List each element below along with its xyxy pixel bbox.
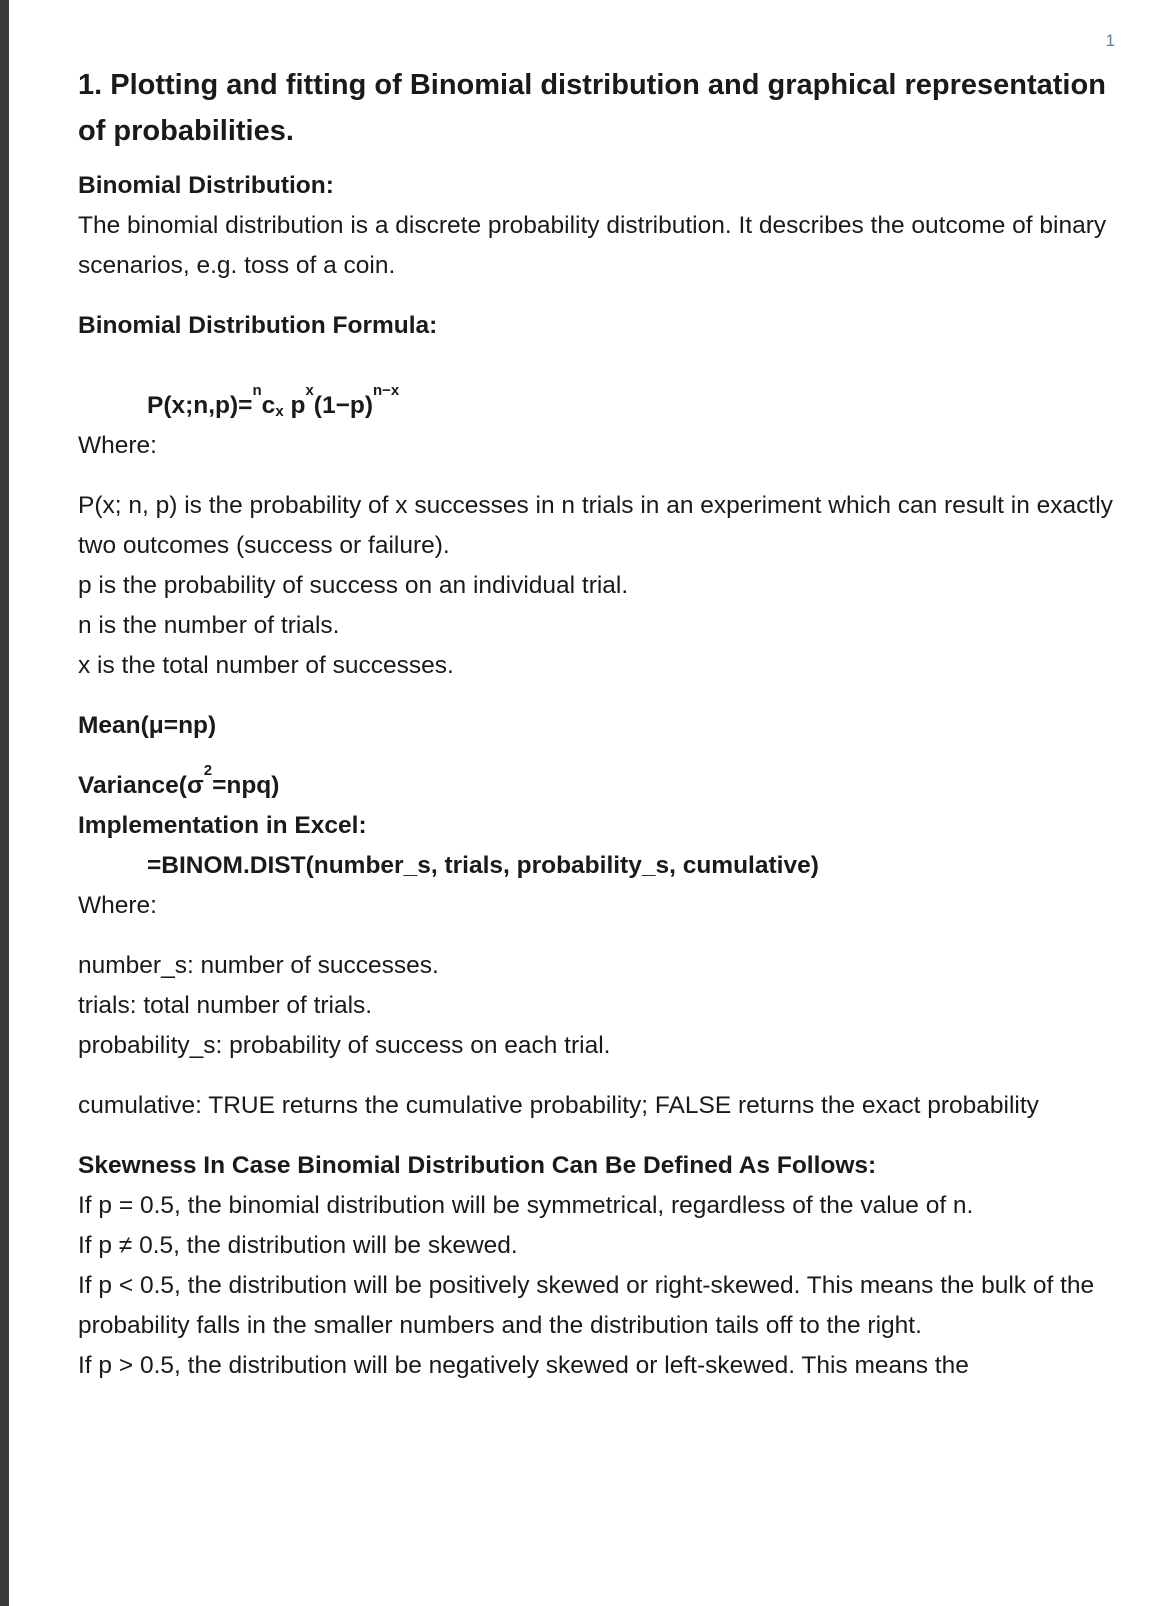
variance-formula <box>78 762 1118 806</box>
document-content <box>78 62 1118 1386</box>
excel-param-line: probability_s: probability of success on each trial. <box>78 1032 611 1059</box>
excel-where-label: Where: <box>78 892 157 919</box>
formula-exponent: n−x <box>373 382 400 399</box>
page-number: 1 <box>1105 31 1115 50</box>
document-title: 1. Plotting and fitting of Binomial distribution and graphical representation of probabilities. <box>78 69 1106 147</box>
variance-prefix: Variance(σ <box>78 772 204 799</box>
mean-formula: Mean(μ=np) <box>78 712 217 739</box>
binomial-formula <box>78 382 1118 426</box>
skewness-heading: Skewness In Case Binomial Distribution Can Be Defined As Follows: <box>78 1152 877 1179</box>
formula-n-superscript: n <box>252 382 262 399</box>
formula-tail: (1−p) <box>313 392 373 419</box>
definition-line: p is the probability of success on an individual trial. <box>78 572 629 599</box>
excel-heading: Implementation in Excel: <box>78 812 367 839</box>
variance-superscript: 2 <box>203 762 213 779</box>
formula-p: p <box>283 392 306 419</box>
excel-param-line: trials: total number of trials. <box>78 992 373 1019</box>
skewness-line: If p > 0.5, the distribution will be negatively skewed or left-skewed. This means the <box>78 1352 969 1379</box>
skewness-line: If p ≠ 0.5, the distribution will be skewed. <box>78 1232 518 1259</box>
excel-formula: =BINOM.DIST(number_s, trials, probability_s, cumulative) <box>147 852 819 879</box>
formula-heading: Binomial Distribution Formula: <box>78 312 438 339</box>
excel-param-line: number_s: number of successes. <box>78 952 439 979</box>
definition-line: n is the number of trials. <box>78 612 340 639</box>
excel-cumulative-description: cumulative: TRUE returns the cumulative probability; FALSE returns the exact probability <box>78 1092 1039 1119</box>
binomial-distribution-heading: Binomial Distribution: <box>78 172 334 199</box>
skewness-line: If p = 0.5, the binomial distribution will be symmetrical, regardless of the value of n. <box>78 1192 974 1219</box>
definition-line: x is the total number of successes. <box>78 652 454 679</box>
skewness-line: If p < 0.5, the distribution will be positively skewed or right-skewed. This means the bulk of the probability falls in the smaller numbers and the distribution tails off to the right. <box>78 1272 1095 1339</box>
formula-where-label: Where: <box>78 432 157 459</box>
variance-suffix: =npq) <box>212 772 280 799</box>
formula-x-superscript: x <box>305 382 314 399</box>
formula-x-subscript: x <box>275 403 284 420</box>
definition-line: P(x; n, p) is the probability of x successes in n trials in an experiment which can result in exactly two outcomes (success or failure). <box>78 492 1113 559</box>
document-page <box>9 0 1170 1606</box>
formula-c: c <box>261 392 276 419</box>
binomial-distribution-description: The binomial distribution is a discrete probability distribution. It describes the outcome of binary scenarios, e.g. toss of a coin. <box>78 212 1107 279</box>
formula-lhs: P(x;n,p)= <box>147 392 253 419</box>
